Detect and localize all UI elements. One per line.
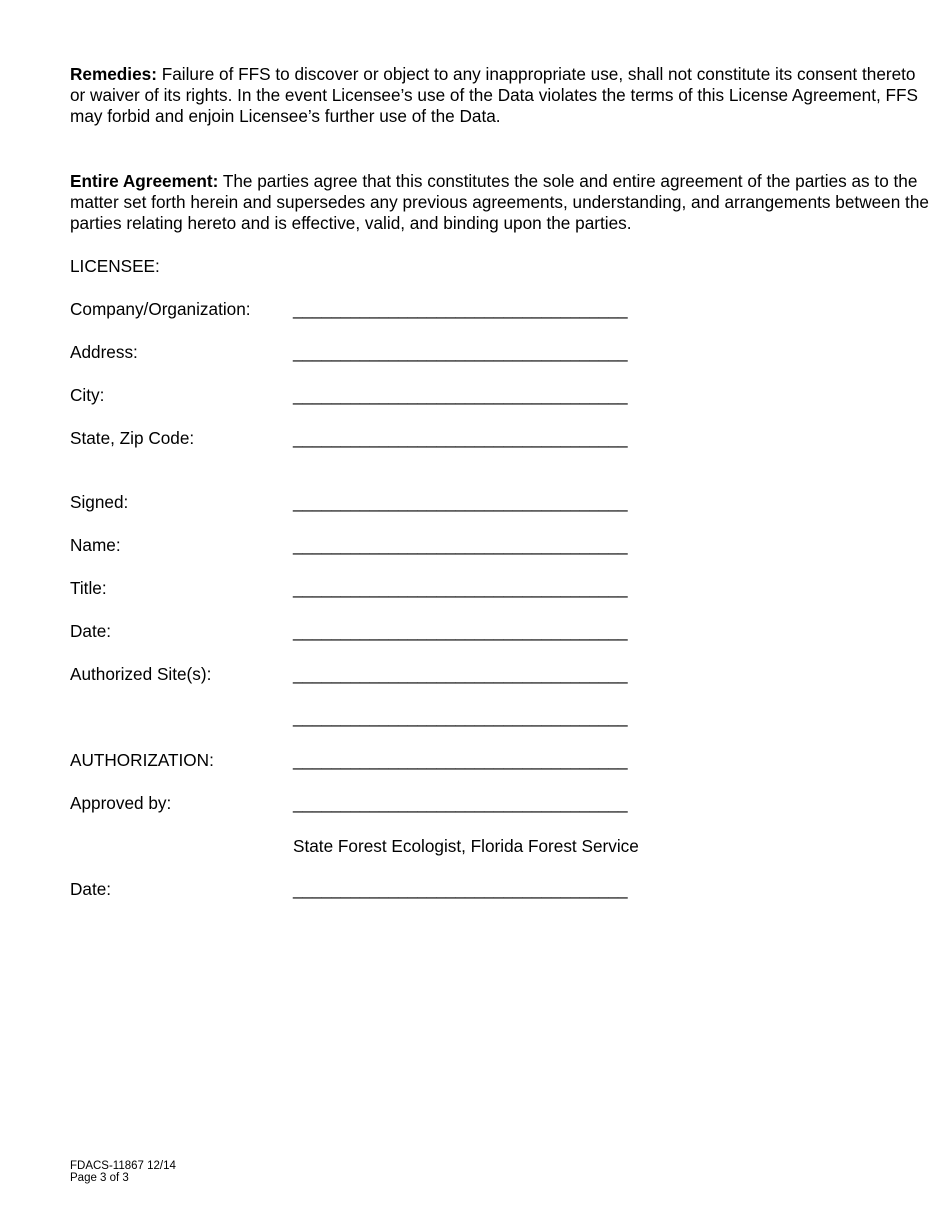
address-row bbox=[70, 342, 930, 366]
remedies-paragraph bbox=[70, 64, 930, 127]
authorization-date-label: Date: bbox=[70, 879, 112, 899]
title-row bbox=[70, 578, 930, 602]
remedies-heading: Remedies: bbox=[70, 64, 157, 84]
address-blank[interactable]: ___________________________________ bbox=[293, 342, 628, 362]
approver-title-row bbox=[70, 836, 930, 860]
licensee-heading: LICENSEE: bbox=[70, 256, 160, 276]
approved-by-row bbox=[70, 793, 930, 817]
signed-blank[interactable]: ___________________________________ bbox=[293, 492, 628, 512]
date-label: Date: bbox=[70, 621, 112, 641]
address-label: Address: bbox=[70, 342, 138, 362]
name-row bbox=[70, 535, 930, 559]
page-number: Page 3 of 3 bbox=[70, 1172, 129, 1184]
date-blank[interactable]: ___________________________________ bbox=[293, 621, 628, 641]
company-label: Company/Organization: bbox=[70, 299, 251, 319]
state-zip-label: State, Zip Code: bbox=[70, 428, 195, 448]
authorization-heading: AUTHORIZATION: bbox=[70, 750, 214, 770]
city-blank[interactable]: ___________________________________ bbox=[293, 385, 628, 405]
entire-agreement-text: The parties agree that this constitutes the sole and entire agreement of the parties as to the matter set forth herein and supersedes any previous agreements, understanding, and arrangements between the parties relating hereto and is effective, valid, and binding upon the parties. bbox=[70, 171, 929, 233]
signed-label: Signed: bbox=[70, 492, 129, 512]
entire-agreement-heading: Entire Agreement: bbox=[70, 171, 219, 191]
state-zip-blank[interactable]: ___________________________________ bbox=[293, 428, 628, 448]
authorized-sites-row-2 bbox=[70, 707, 930, 731]
approved-by-blank[interactable]: ___________________________________ bbox=[293, 793, 628, 813]
form-id: FDACS-11867 12/14 bbox=[70, 1160, 176, 1172]
name-label: Name: bbox=[70, 535, 121, 555]
name-blank[interactable]: ___________________________________ bbox=[293, 535, 628, 555]
company-blank[interactable]: ___________________________________ bbox=[293, 299, 628, 319]
authorization-blank[interactable]: ___________________________________ bbox=[293, 750, 628, 770]
city-row bbox=[70, 385, 930, 409]
page-footer bbox=[70, 1160, 176, 1184]
authorized-sites-label: Authorized Site(s): bbox=[70, 664, 212, 684]
authorized-sites-blank[interactable]: ___________________________________ bbox=[293, 664, 628, 684]
title-blank[interactable]: ___________________________________ bbox=[293, 578, 628, 598]
authorization-row bbox=[70, 750, 930, 774]
date-row bbox=[70, 621, 930, 645]
approved-by-label: Approved by: bbox=[70, 793, 172, 813]
title-label: Title: bbox=[70, 578, 107, 598]
signed-row bbox=[70, 492, 930, 516]
entire-agreement-paragraph bbox=[70, 171, 930, 234]
city-label: City: bbox=[70, 385, 105, 405]
state-zip-row bbox=[70, 428, 930, 452]
authorization-date-row bbox=[70, 879, 930, 903]
authorization-date-blank[interactable]: ___________________________________ bbox=[293, 879, 628, 899]
remedies-text: Failure of FFS to discover or object to any inappropriate use, shall not constitute its consent thereto or waiver of its rights. In the event Licensee’s use of the Data violates the terms of this License Agreement, FFS may forbid and enjoin Licensee’s further use of the Data. bbox=[70, 64, 919, 126]
approver-title: State Forest Ecologist, Florida Forest Service bbox=[293, 836, 639, 856]
company-row bbox=[70, 299, 930, 323]
authorized-sites-blank-2[interactable]: ___________________________________ bbox=[293, 707, 628, 727]
authorized-sites-row bbox=[70, 664, 930, 688]
